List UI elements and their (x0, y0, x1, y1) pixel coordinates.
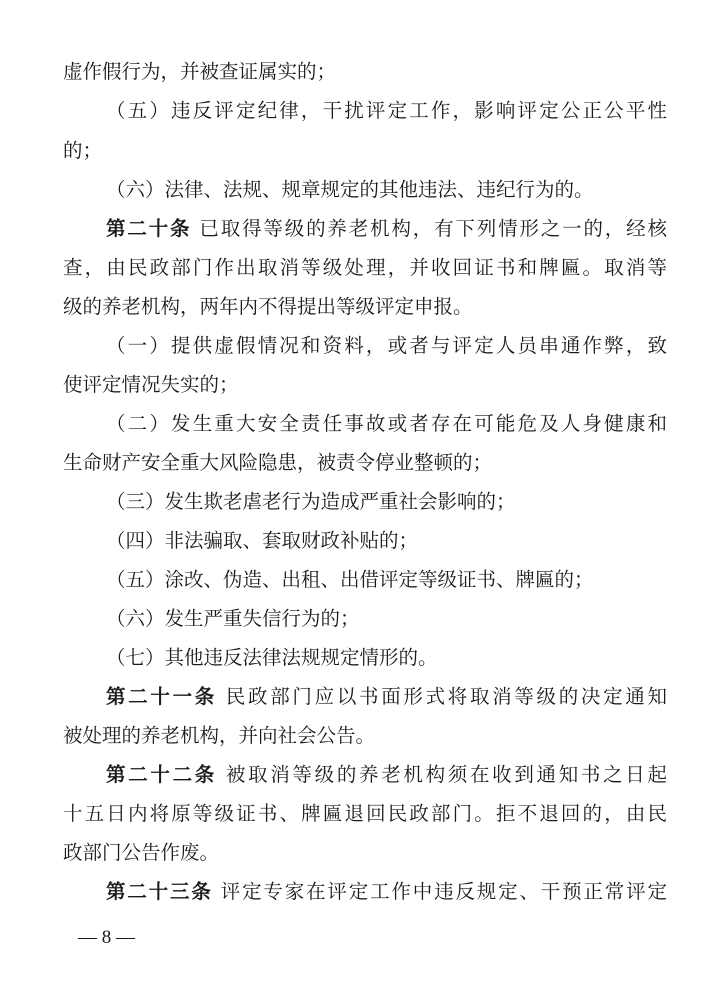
text-line: 的； (63, 139, 103, 162)
text-line: （四）非法骗取、套取财政补贴的； (106, 529, 419, 552)
text-line: 使评定情况失实的； (63, 373, 239, 396)
text-line: 政部门公告作废。 (63, 841, 220, 864)
article-line: 第二十三条 评定专家在评定工作中违反规定、干预正常评定 (106, 880, 667, 903)
text-line: （六）法律、法规、规章规定的其他违法、违纪行为的。 (106, 178, 594, 201)
text-line: 被处理的养老机构，并向社会公告。 (63, 724, 376, 747)
text-line: 生命财产安全重大风险隐患，被责令停业整顿的； (63, 451, 493, 474)
text-line: （五）违反评定纪律，干扰评定工作，影响评定公正公平性 (106, 99, 667, 122)
text-line: （一）提供虚假情况和资料，或者与评定人员串通作弊，致 (106, 334, 667, 357)
text-line: （六）发生严重失信行为的； (106, 607, 360, 630)
article-line: 第二十一条 民政部门应以书面形式将取消等级的决定通知 (106, 685, 667, 708)
article-heading: 第二十三条 (106, 880, 213, 903)
article-heading: 第二十条 (106, 217, 192, 240)
text-line: 级的养老机构，两年内不得提出等级评定申报。 (63, 295, 473, 318)
text-line: 虚作假行为，并被查证属实的； (63, 60, 337, 83)
text-line: 查，由民政部门作出取消等级处理，并收回证书和牌匾。取消等 (63, 256, 667, 279)
article-line: 第二十条 已取得等级的养老机构，有下列情形之一的，经核 (106, 217, 667, 240)
article-line: 第二十二条 被取消等级的养老机构须在收到通知书之日起 (106, 763, 667, 786)
article-heading: 第二十二条 (106, 763, 217, 786)
text-line: 十五日内将原等级证书、牌匾退回民政部门。拒不退回的，由民 (63, 802, 667, 825)
text-line: （五）涂改、伪造、出租、出借评定等级证书、牌匾的； (106, 568, 594, 591)
page-number: — 8 — (78, 927, 135, 948)
text-line: （二）发生重大安全责任事故或者存在可能危及人身健康和 (106, 412, 667, 435)
text-line: （七）其他违反法律法规规定情形的。 (106, 646, 438, 669)
article-heading: 第二十一条 (106, 685, 217, 708)
text-line: （三）发生欺老虐老行为造成严重社会影响的； (106, 490, 516, 513)
